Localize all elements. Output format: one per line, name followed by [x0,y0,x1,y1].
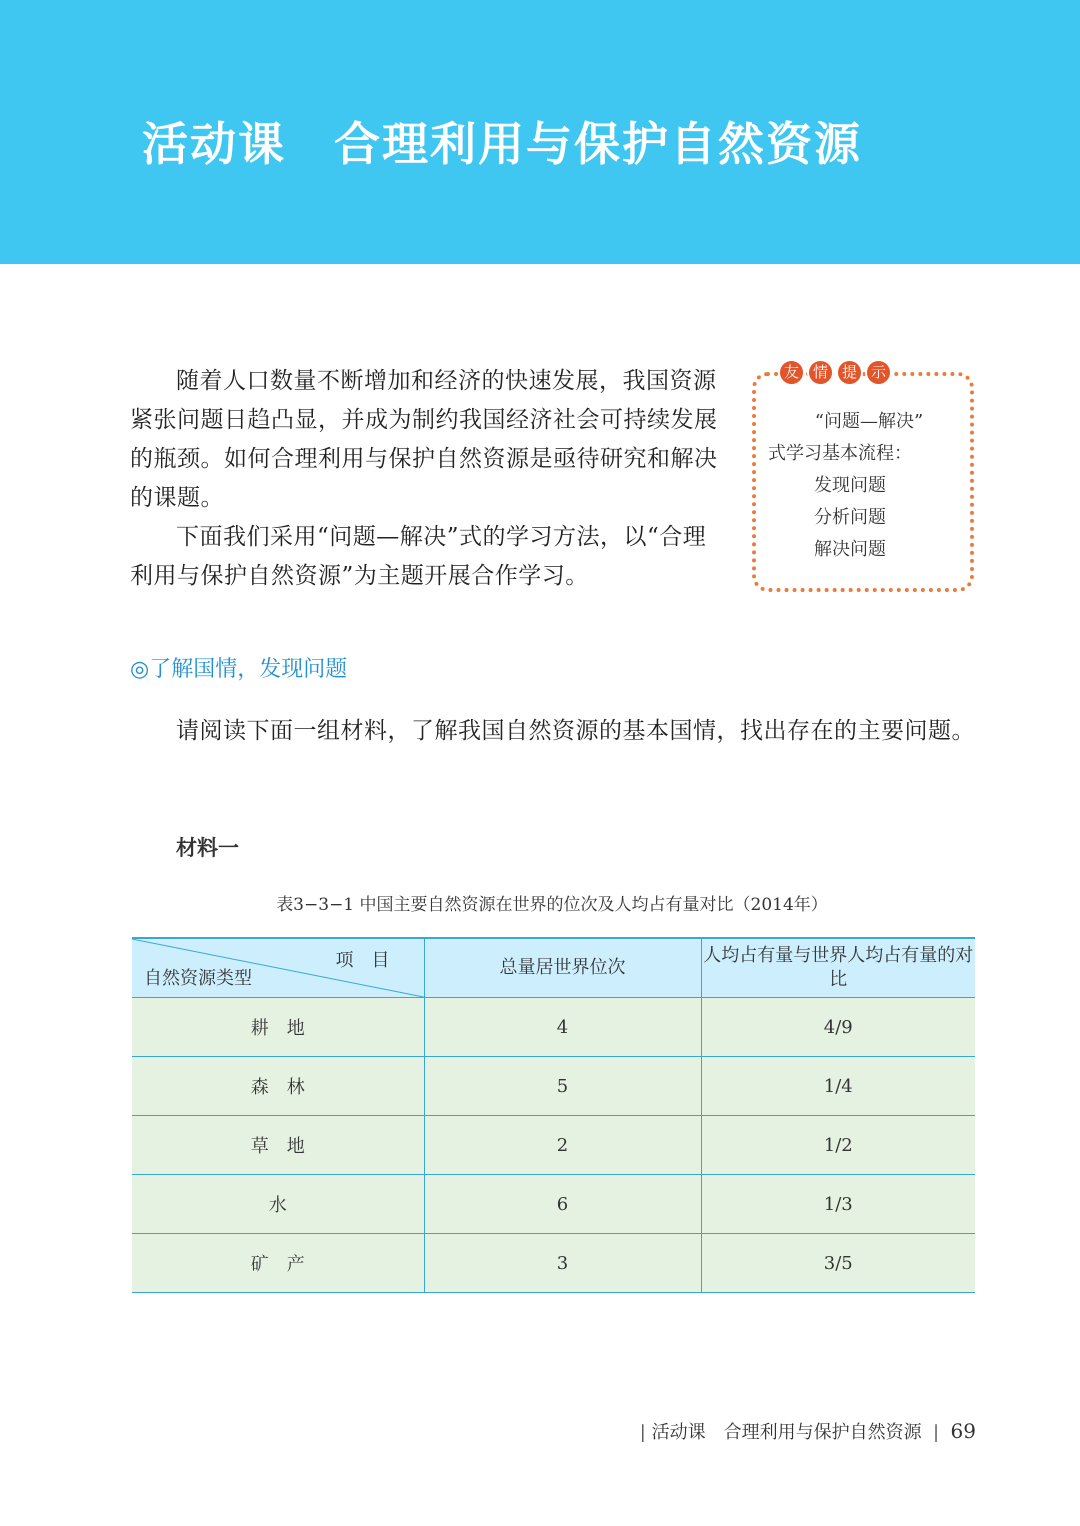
instruction-text: 请阅读下面一组材料，了解我国自然资源的基本国情，找出存在的主要问题。 [176,718,975,744]
intro-paragraph: 随着人口数量不断增加和经济的快速发展，我国资源紧张问题日趋凸显，并成为制约我国经济社会可持续发展的瓶颈。如何合理利用与保护自然资源是亟待研究和解决的课题。 [130,368,718,511]
cell-type: 森 林 [132,1057,424,1116]
cell-rank: 2 [424,1116,701,1175]
footer-divider: | [639,1422,652,1443]
cell-ratio: 1/4 [701,1057,975,1116]
header-type-label: 自然资源类型 [144,968,252,989]
table-row [132,1057,975,1116]
cell-rank: 3 [424,1234,701,1293]
diagonal-header-cell [132,938,424,998]
cell-ratio: 1/3 [701,1175,975,1234]
cell-type: 草 地 [132,1116,424,1175]
tip-step: 解决问题 [814,539,886,560]
tip-badge: 情 [807,359,834,386]
header-rank: 总量居世界位次 [424,938,701,998]
footer-title: 活动课 合理利用与保护自然资源 [651,1422,922,1443]
cell-type: 水 [132,1175,424,1234]
table-row [132,1234,975,1293]
resource-table [132,937,975,1293]
chapter-header [0,0,1080,264]
tip-line: 式学习基本流程： [768,443,912,464]
cell-type: 矿 产 [132,1234,424,1293]
tip-badge: 友 [778,359,805,386]
tip-badge: 提 [836,359,863,386]
material-label: 材料一 [176,835,239,860]
page-title: 活动课 合理利用与保护自然资源 [142,117,862,171]
section-heading: ◎了解国情，发现问题 [130,657,348,682]
tip-badge: 示 [865,359,892,386]
tip-step: 分析问题 [814,507,886,528]
tip-body [768,406,964,566]
table-row [132,998,975,1057]
tip-step: 发现问题 [814,475,886,496]
table-row [132,1175,975,1234]
header-ratio: 人均占有量与世界人均占有量的对比 [701,938,975,998]
table-header-row [132,938,975,998]
cell-ratio: 4/9 [701,998,975,1057]
page-number: 69 [950,1419,976,1443]
cell-rank: 5 [424,1057,701,1116]
tip-badge-group [778,359,892,386]
tip-box [752,363,974,592]
cell-ratio: 1/2 [701,1116,975,1175]
intro-paragraph: 下面我们采用“问题—解决”式的学习方法，以“合理利用与保护自然资源”为主题开展合作学习。 [130,524,707,589]
cell-ratio: 3/5 [701,1234,975,1293]
page-footer [640,1418,976,1444]
table-row [132,1116,975,1175]
cell-type: 耕 地 [132,998,424,1057]
header-item-label: 项 目 [335,950,390,971]
table-caption: 表3−3−1 中国主要自然资源在世界的位次及人均占有量对比（2014年） [276,895,828,915]
cell-rank: 4 [424,998,701,1057]
tip-line: “问题—解决” [814,411,924,432]
intro-text [130,362,724,596]
cell-rank: 6 [424,1175,701,1234]
footer-divider: | [921,1422,951,1443]
